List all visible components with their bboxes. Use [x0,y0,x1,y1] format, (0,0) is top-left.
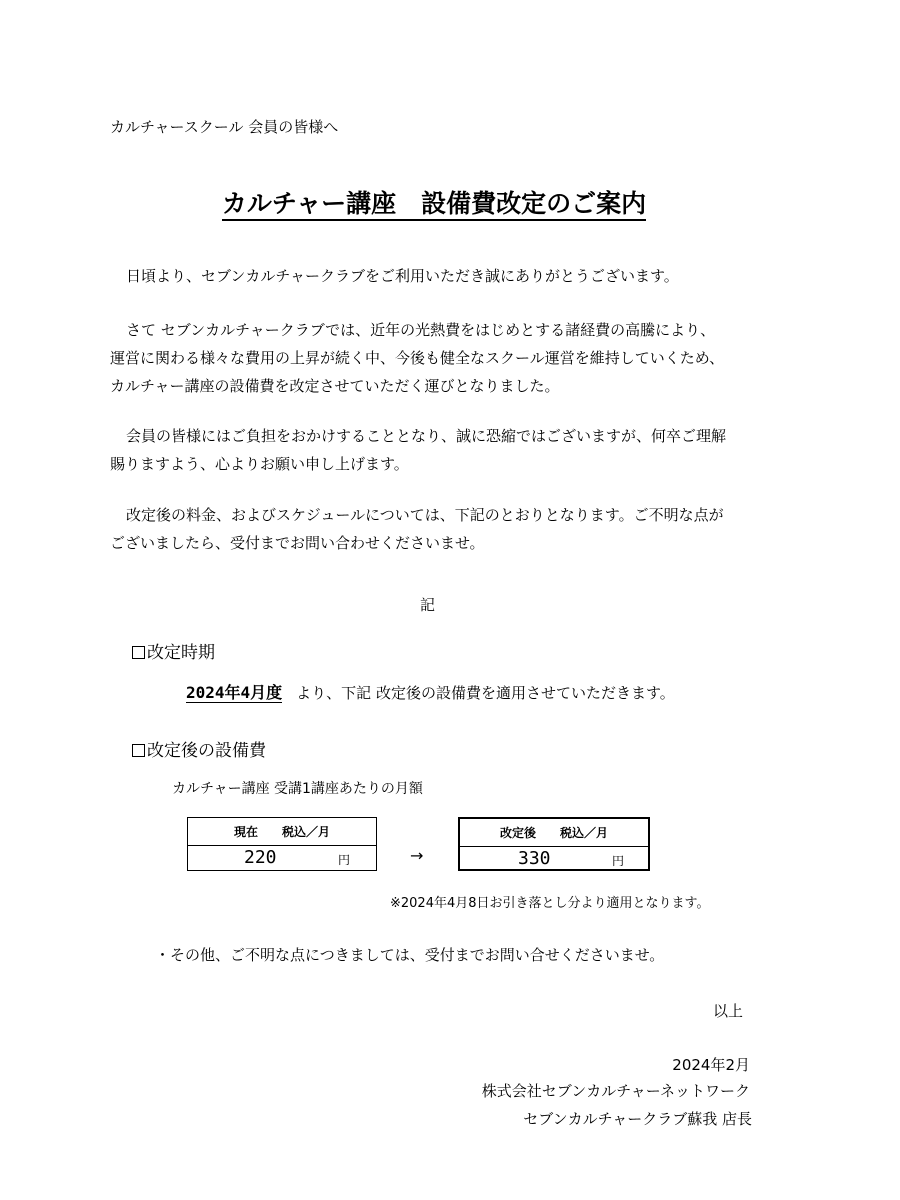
fee-note: ※2024年4月8日お引き落とし分より適用となります。 [390,896,710,911]
current-fee-row [188,846,376,871]
section-heading-fee [132,736,266,761]
paragraph-line: 会員の皆様にはご負担をおかけすることとなり、誠に恐縮ではございますが、何卒ご理解 [126,427,727,445]
revision-date: 2024年4月度 [186,683,283,702]
signature-company: 株式会社セブンカルチャーネットワーク [481,1082,750,1100]
new-fee-box [458,817,650,871]
document-title-text: カルチャー講座 設備費改定のご案内 [222,189,646,221]
paragraph-line: さて セブンカルチャークラブでは、近年の光熱費をはじめとする諸経費の高騰により、 [126,321,716,339]
paragraph-line: 日頃より、セブンカルチャークラブをご利用いただき誠にありがとうございます。 [126,267,679,285]
addressee: カルチャースクール 会員の皆様へ [110,118,339,136]
new-fee-header: 改定後 税込／月 [460,819,648,847]
arrow-icon: → [410,846,424,865]
ki-marker: 記 [420,596,436,614]
fee-label: カルチャー講座 受講1講座あたりの月額 [172,781,423,797]
paragraph-line: 運営に関わる様々な費用の上昇が続く中、今後も健全なスクール運営を維持していくため、 [110,349,725,367]
paragraph-line: 賜りますよう、心よりお願い申し上げます。 [110,455,409,473]
other-notice: ・その他、ご不明な点につきましては、受付までお問い合せくださいませ。 [155,946,665,964]
section-heading-text: 改定時期 [147,643,215,663]
new-fee-row [460,847,648,872]
paragraph-reason [110,316,780,400]
current-fee-box [187,817,377,871]
signature-date: 2024年2月 [672,1056,750,1074]
revision-period [186,680,675,703]
new-fee-unit: 円 [612,854,625,868]
revision-period-text: より、下記 改定後の設備費を適用させていただきます。 [296,684,675,702]
signature-store: セブンカルチャークラブ蘇我 店長 [523,1110,752,1128]
paragraph-line: ございましたら、受付までお問い合わせくださいませ。 [110,534,485,552]
paragraph-greeting [110,262,780,290]
section-heading-text: 改定後の設備費 [147,741,266,761]
section-heading-period [132,638,215,663]
new-fee-amount: 330 [518,848,551,869]
paragraph-line: 改定後の料金、およびスケジュールについては、下記のとおりとなります。ご不明な点が [126,506,724,524]
closing-mark: 以上 [713,1002,744,1020]
document-title [0,184,868,220]
checkbox-icon [132,646,145,659]
current-fee-header: 現在 税込／月 [188,818,376,846]
checkbox-icon [132,744,145,757]
paragraph-line: カルチャー講座の設備費を改定させていただく運びとなりました。 [110,377,560,395]
paragraph-details [110,501,780,557]
current-fee-unit: 円 [338,853,351,867]
paragraph-apology [110,422,780,478]
current-fee-amount: 220 [244,847,277,868]
